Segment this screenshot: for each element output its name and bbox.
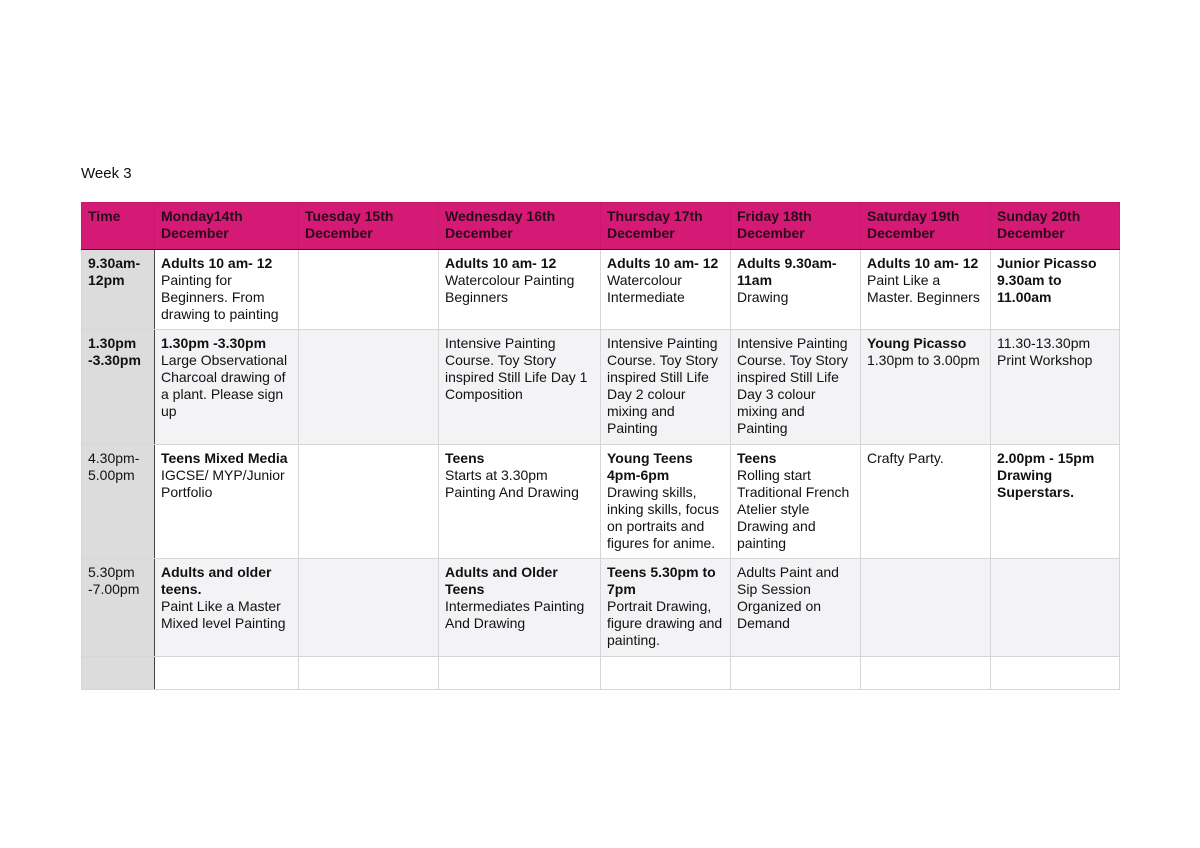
session-cell-sunday bbox=[991, 559, 1120, 657]
session-heading: Adults 10 am- 12 bbox=[161, 255, 273, 271]
session-description: Intensive Painting Course. Toy Story inspired Still Life Day 2 colour mixing and Painting bbox=[607, 335, 719, 436]
session-cell-monday bbox=[155, 657, 299, 690]
header-monday: Monday14th December bbox=[155, 203, 299, 250]
session-description: Painting for Beginners. From drawing to painting bbox=[161, 272, 279, 322]
session-heading: Adults and Older Teens bbox=[445, 564, 558, 597]
session-cell-saturday bbox=[861, 559, 991, 657]
table-row bbox=[82, 559, 1120, 657]
session-cell-friday bbox=[731, 445, 861, 559]
header-thursday: Thursday 17th December bbox=[601, 203, 731, 250]
time-label: 9.30am- 12pm bbox=[88, 255, 141, 288]
session-description: Large Observational Charcoal drawing of a plant. Please sign up bbox=[161, 352, 288, 419]
time-label: 1.30pm -3.30pm bbox=[88, 335, 141, 368]
header-friday: Friday 18th December bbox=[731, 203, 861, 250]
time-cell bbox=[82, 330, 155, 445]
table-row bbox=[82, 445, 1120, 559]
session-heading: Young Teens 4pm-6pm bbox=[607, 450, 693, 483]
session-heading: Adults and older teens. bbox=[161, 564, 272, 597]
session-cell-saturday bbox=[861, 657, 991, 690]
session-description: Portrait Drawing, figure drawing and painting. bbox=[607, 598, 723, 648]
session-heading: Adults 9.30am-11am bbox=[737, 255, 837, 288]
session-cell-saturday bbox=[861, 445, 991, 559]
header-row bbox=[82, 203, 1120, 250]
session-description: Paint Like a Master. Beginners bbox=[867, 272, 980, 305]
session-cell-tuesday bbox=[299, 657, 439, 690]
session-description: Adults Paint and Sip Session Organized on Demand bbox=[737, 564, 839, 631]
session-description: Paint Like a Master Mixed level Painting bbox=[161, 598, 286, 631]
session-cell-tuesday bbox=[299, 250, 439, 330]
time-cell bbox=[82, 445, 155, 559]
session-cell-thursday bbox=[601, 250, 731, 330]
time-cell bbox=[82, 250, 155, 330]
session-heading: Teens bbox=[737, 450, 777, 466]
session-description: Drawing bbox=[737, 289, 789, 305]
session-heading: Teens bbox=[445, 450, 485, 466]
session-cell-saturday bbox=[861, 330, 991, 445]
session-description: Intermediates Painting And Drawing bbox=[445, 598, 585, 631]
session-cell-thursday bbox=[601, 657, 731, 690]
session-heading: Adults 10 am- 12 bbox=[867, 255, 979, 271]
session-cell-sunday bbox=[991, 657, 1120, 690]
session-heading: Young Picasso bbox=[867, 335, 967, 351]
session-heading: Junior Picasso 9.30am to 11.00am bbox=[997, 255, 1097, 305]
session-cell-monday bbox=[155, 330, 299, 445]
session-cell-wednesday bbox=[439, 250, 601, 330]
schedule-table bbox=[81, 202, 1120, 690]
session-description: Watercolour Intermediate bbox=[607, 272, 685, 305]
session-cell-tuesday bbox=[299, 559, 439, 657]
session-cell-friday bbox=[731, 559, 861, 657]
session-heading: 2.00pm - 15pm Drawing Superstars. bbox=[997, 450, 1095, 500]
session-description: 1.30pm to 3.00pm bbox=[867, 352, 980, 368]
session-heading: Adults 10 am- 12 bbox=[445, 255, 557, 271]
session-cell-tuesday bbox=[299, 445, 439, 559]
table-row bbox=[82, 330, 1120, 445]
session-heading: Teens 5.30pm to 7pm bbox=[607, 564, 716, 597]
session-cell-sunday bbox=[991, 330, 1120, 445]
header-sunday: Sunday 20th December bbox=[991, 203, 1120, 250]
session-cell-sunday bbox=[991, 250, 1120, 330]
session-description: Watercolour Painting Beginners bbox=[445, 272, 575, 305]
session-cell-friday bbox=[731, 657, 861, 690]
session-description: Rolling start Traditional French Atelier style Drawing and painting bbox=[737, 467, 850, 551]
header-wednesday: Wednesday 16th December bbox=[439, 203, 601, 250]
session-cell-friday bbox=[731, 330, 861, 445]
time-label: 4.30pm- 5.00pm bbox=[88, 450, 140, 483]
time-cell bbox=[82, 657, 155, 690]
session-cell-thursday bbox=[601, 445, 731, 559]
session-cell-wednesday bbox=[439, 445, 601, 559]
session-cell-monday bbox=[155, 445, 299, 559]
session-description: Drawing skills, inking skills, focus on portraits and figures for anime. bbox=[607, 484, 720, 551]
session-cell-sunday bbox=[991, 445, 1120, 559]
session-cell-wednesday bbox=[439, 559, 601, 657]
session-cell-wednesday bbox=[439, 330, 601, 445]
session-description: 11.30-13.30pm Print Workshop bbox=[997, 335, 1093, 368]
table-row bbox=[82, 657, 1120, 690]
header-time: Time bbox=[82, 203, 155, 250]
session-cell-thursday bbox=[601, 330, 731, 445]
session-description: Intensive Painting Course. Toy Story inspired Still Life Day 3 colour mixing and Painting bbox=[737, 335, 849, 436]
session-heading: 1.30pm -3.30pm bbox=[161, 335, 267, 351]
session-description: Crafty Party. bbox=[867, 450, 944, 466]
session-description: Intensive Painting Course. Toy Story inspired Still Life Day 1 Composition bbox=[445, 335, 588, 402]
session-description: IGCSE/ MYP/Junior Portfolio bbox=[161, 467, 285, 500]
session-cell-wednesday bbox=[439, 657, 601, 690]
session-heading: Adults 10 am- 12 bbox=[607, 255, 719, 271]
session-cell-saturday bbox=[861, 250, 991, 330]
time-cell bbox=[82, 559, 155, 657]
header-saturday: Saturday 19th December bbox=[861, 203, 991, 250]
session-cell-friday bbox=[731, 250, 861, 330]
session-cell-monday bbox=[155, 559, 299, 657]
session-description: Starts at 3.30pm Painting And Drawing bbox=[445, 467, 579, 500]
header-tuesday: Tuesday 15th December bbox=[299, 203, 439, 250]
time-label: 5.30pm -7.00pm bbox=[88, 564, 140, 597]
table-row bbox=[82, 250, 1120, 330]
session-heading: Teens Mixed Media bbox=[161, 450, 288, 466]
session-cell-monday bbox=[155, 250, 299, 330]
session-cell-tuesday bbox=[299, 330, 439, 445]
session-cell-thursday bbox=[601, 559, 731, 657]
page-title: Week 3 bbox=[81, 165, 132, 182]
